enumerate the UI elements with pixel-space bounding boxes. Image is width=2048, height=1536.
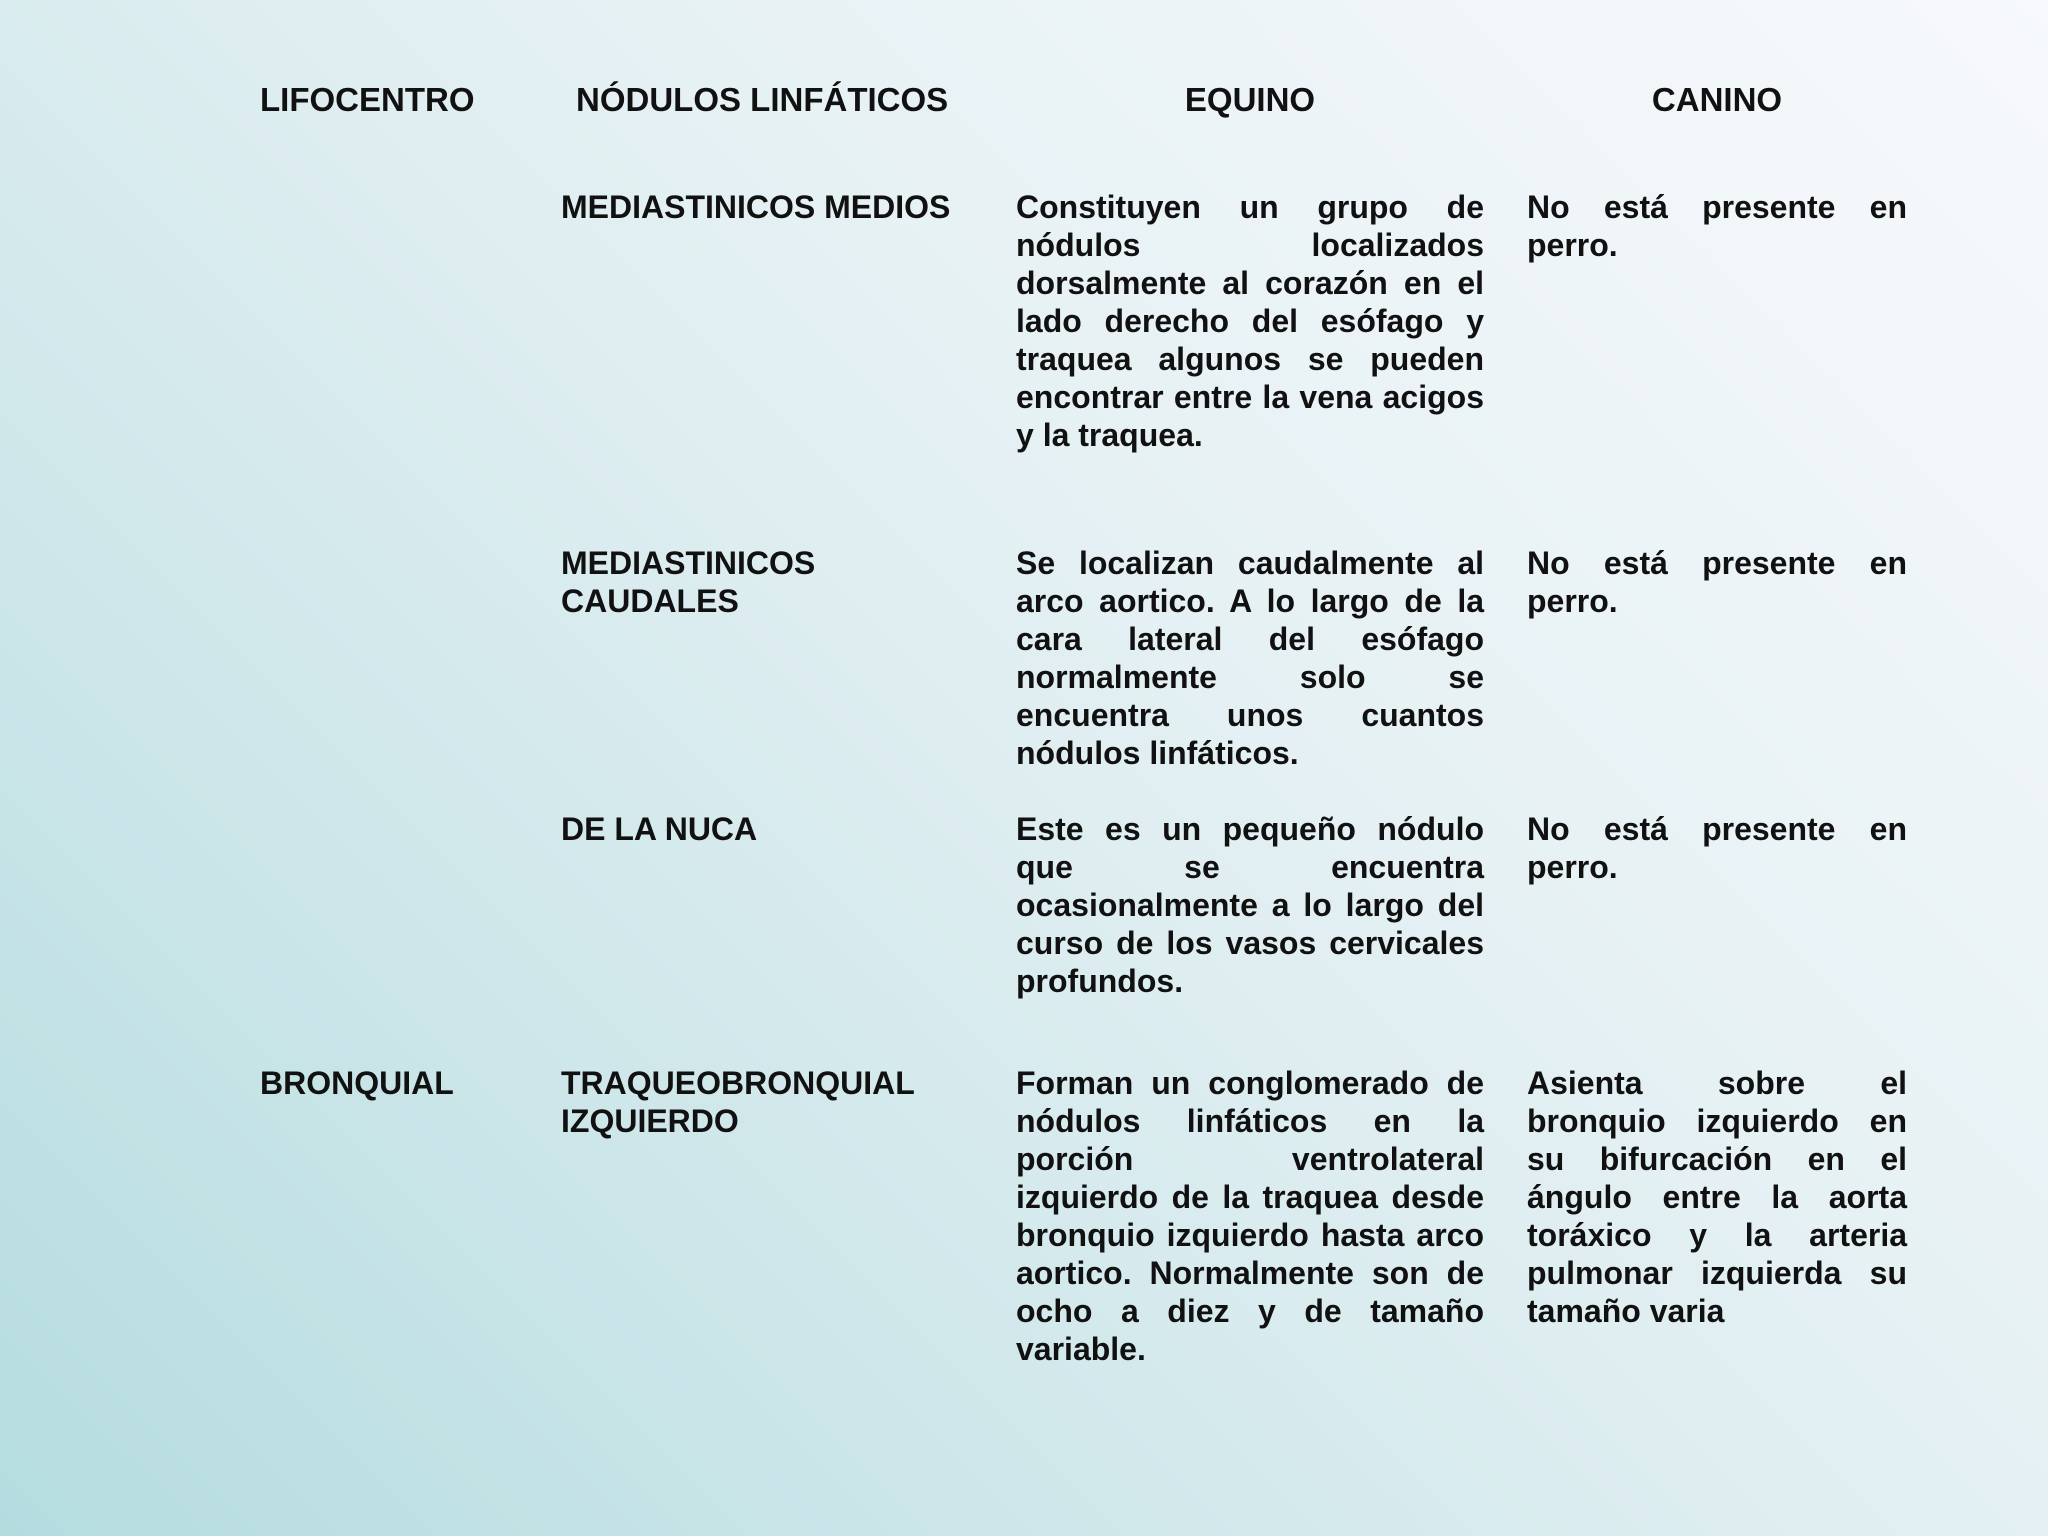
row-lifocentro: BRONQUIAL [260, 1065, 454, 1101]
row-canino-description: Asienta sobre el bronquio izquierdo en su bifurcación en el ángulo entre la aorta toráxico y la arteria pulmonar izquierda su tamaño varia [1527, 1065, 1907, 1329]
row-nodulo: TRAQUEOBRONQUIAL IZQUIERDO [561, 1065, 915, 1139]
header-nodulos-linfaticos: NÓDULOS LINFÁTICOS [576, 81, 949, 118]
row-canino-description: No está presente en perro. [1527, 545, 1907, 619]
row-equino-description: Forman un conglomerado de nódulos linfáticos en la porción ventrolateral izquierdo de la traquea desde bronquio izquierdo hasta arco aortico. Normalmente son de ocho a diez y de tamaño variable. [1016, 1065, 1484, 1367]
row-canino-description: No está presente en perro. [1527, 811, 1907, 885]
row-equino-description: Este es un pequeño nódulo que se encuentra ocasionalmente a lo largo del curso de los vasos cervicales profundos. [1016, 811, 1484, 999]
header-equino: EQUINO [1184, 81, 1316, 118]
row-nodulo: MEDIASTINICOS CAUDALES [561, 545, 816, 619]
row-equino-description: Se localizan caudalmente al arco aortico. A lo largo de la cara lateral del esófago normalmente solo se encuentra unos cuantos nódulos linfáticos. [1016, 545, 1484, 771]
header-canino: CANINO [1651, 81, 1783, 118]
header-lifocentro: LIFOCENTRO [260, 81, 475, 118]
row-equino-description: Constituyen un grupo de nódulos localizados dorsalmente al corazón en el lado derecho del esófago y traquea algunos se pueden encontrar entre la vena acigos y la traquea. [1016, 189, 1484, 453]
row-canino-description: No está presente en perro. [1527, 189, 1907, 263]
row-nodulo: MEDIASTINICOS MEDIOS [561, 189, 951, 225]
row-nodulo: DE LA NUCA [561, 811, 758, 847]
